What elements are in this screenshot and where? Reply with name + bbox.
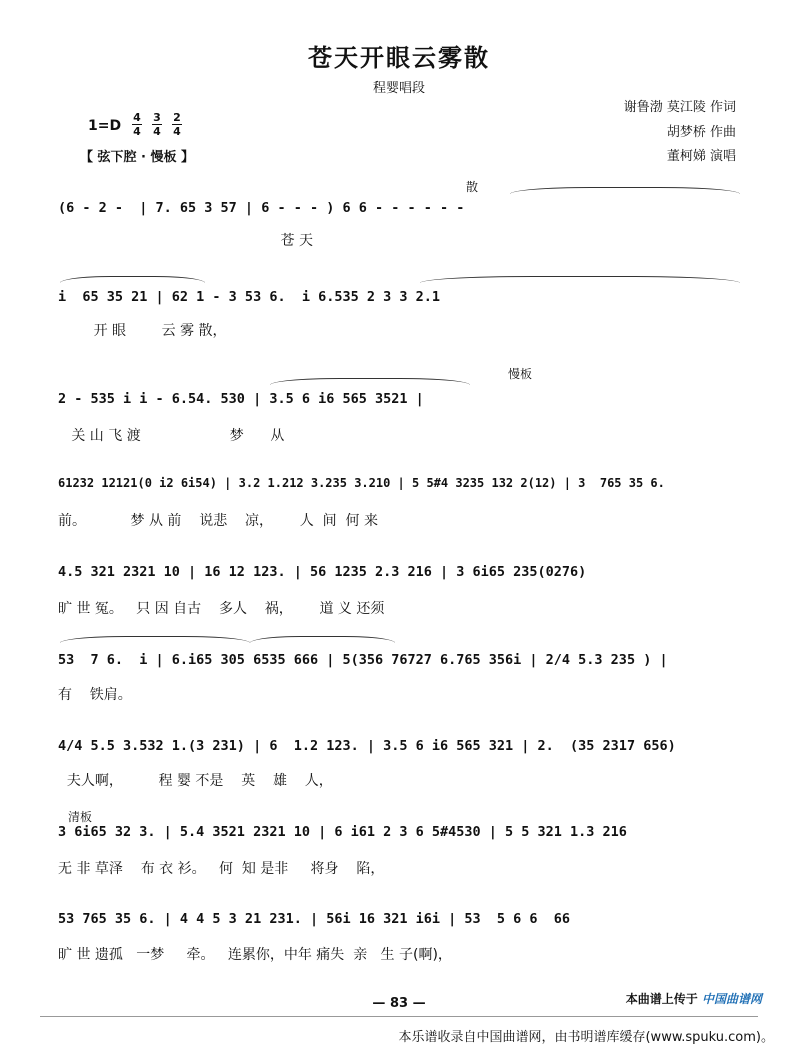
upload-note-text: 本曲谱上传于 (625, 992, 698, 1006)
lyrics-line-2: 开 眼 云 雾 散， (58, 323, 227, 339)
tempo-mark-manban: 慢板 (508, 367, 533, 381)
time-signature-4-4: 4 4 (133, 111, 141, 138)
slur (60, 636, 250, 643)
page-number: — 83 — (372, 996, 426, 1011)
notation-line-8: 3 6i65 32 3. | 5.4 3521 2321 10 | 6 i61 2 3 6 5#4530 | 5 5 321 1.3 216 (58, 824, 627, 840)
notation-line-6: 53 7 6. i | 6.i65 305 6535 666 | 5(356 76727 6.765 356i | 2/4 5.3 235 ) | (58, 652, 668, 668)
notation-line-2: i 65 35 21 | 62 1 - 3 53 6. i 6.535 2 3 3 2.1 (58, 289, 441, 305)
tempo-mark-qingban: 清板 (68, 810, 93, 824)
lyrics-line-5: 旷 世 冤。 只 因 自古 多人 祸， 道 义 还须 (58, 601, 385, 617)
footer-source-note: 本乐谱收录自中国曲谱网，由书明谱库缓存(www.spuku.com)。 (398, 1030, 774, 1045)
lyrics-line-3: 关 山 飞 渡 梦 从 (58, 428, 285, 444)
credit-performer: 董柯娣 演唱 (666, 149, 736, 164)
lyrics-line-4: 前。 梦 从 前 说悲 凉， 人 间 何 来 (58, 513, 378, 529)
tempo-mark-san: 散 (466, 180, 479, 194)
footer-divider (40, 1016, 758, 1017)
time-signature-3-4: 3 4 (153, 111, 161, 138)
credit-lyricist: 谢鲁渤 莫江陵 作词 (623, 100, 736, 115)
page-title: 苍天开眼云雾散 (308, 44, 490, 72)
notation-line-9: 53 765 35 6. | 4 4 5 3 21 231. | 56i 16 321 i6i | 53 5 6 6 66 (58, 911, 571, 927)
credit-composer: 胡梦桥 作曲 (666, 125, 736, 140)
upload-note (626, 990, 762, 1007)
lyrics-line-7: 夫人啊， 程 婴 不是 英 雄 人， (58, 773, 333, 789)
lyrics-line-1: 苍 天 (58, 233, 313, 249)
notation-line-5: 4.5 321 2321 10 | 16 12 123. | 56 1235 2.3 216 | 3 6i65 235(0276) (58, 564, 587, 580)
lyrics-line-6: 有 铁肩。 (58, 687, 132, 703)
notation-line-1: (6 - 2 - | 7. 65 3 57 | 6 - - - ) 6 6 - - - - - - (58, 200, 465, 216)
key-signature: 1=D (88, 118, 122, 134)
slur (250, 636, 395, 643)
subtitle: 程婴唱段 (372, 81, 425, 96)
upload-brand-logo: 中国曲谱网 (701, 992, 762, 1006)
tempo-mode: 【 弦下腔 · 慢板 】 (80, 150, 195, 165)
notation-line-4: 61232 12121(0 i2 6i54) | 3.2 1.212 3.235 3.210 | 5 5#4 3235 132 2(12) | 3 765 35 6. (58, 476, 665, 490)
lyrics-line-8: 无 非 草泽 布 衣 衫。 何 知 是非 将身 陷， (58, 861, 385, 877)
notation-line-3: 2 - 535 i i - 6.54. 530 | 3.5 6 i6 565 3521 | (58, 391, 424, 407)
notation-line-7: 4/4 5.5 3.532 1.(3 231) | 6 1.2 123. | 3.5 6 i6 565 321 | 2. (35 2317 656) (58, 738, 676, 754)
time-signature-2-4: 2 4 (173, 111, 181, 138)
lyrics-line-9: 旷 世 遗孤 一梦 牵。 连累你，中年 痛失 亲 生 子(啊)， (58, 947, 452, 963)
